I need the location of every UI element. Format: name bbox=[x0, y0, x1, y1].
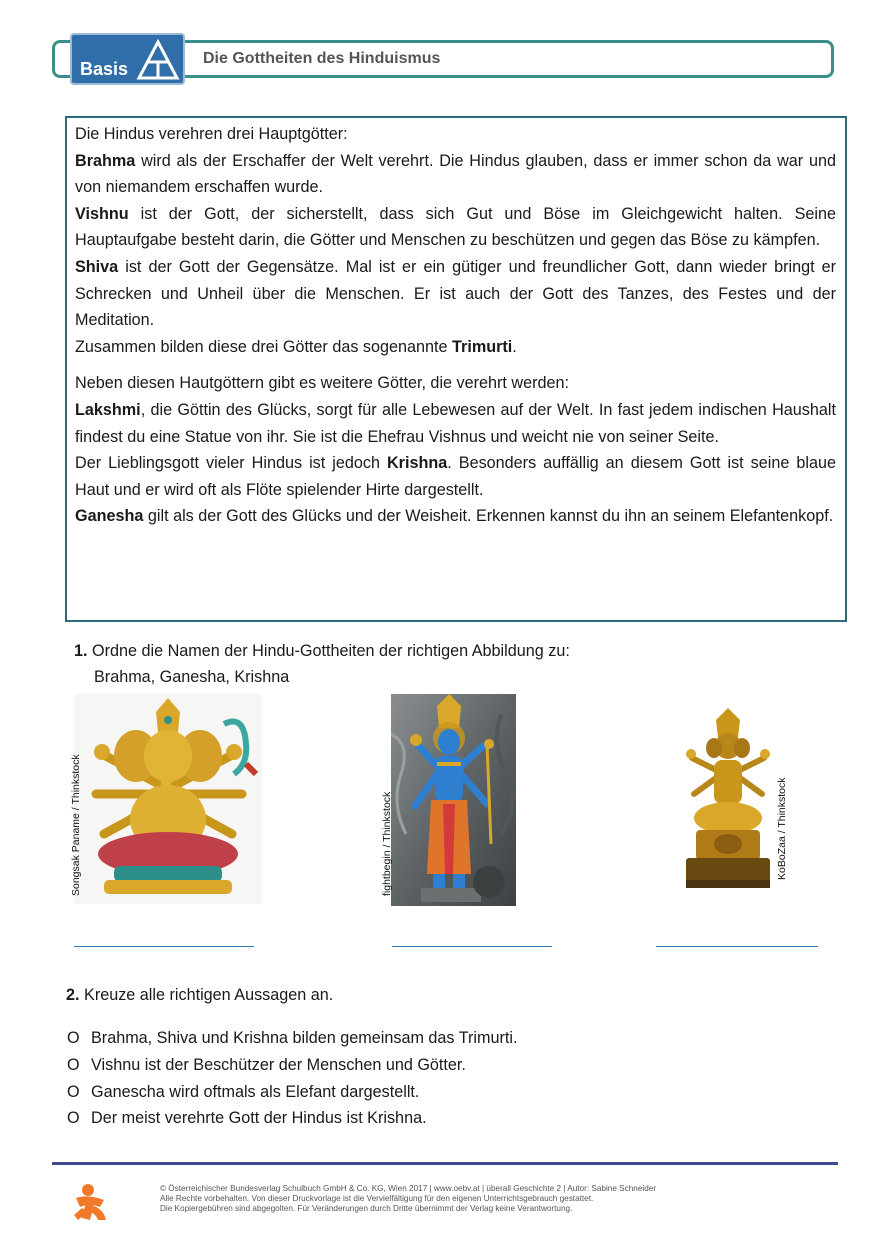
statement-text: Der meist verehrte Gott der Hindus ist Krishna. bbox=[91, 1109, 427, 1127]
lakshmi-name: Lakshmi bbox=[75, 400, 141, 419]
krishna-name: Krishna bbox=[386, 454, 448, 473]
statement-text: Vishnu ist der Beschützer der Menschen und Götter. bbox=[91, 1056, 466, 1074]
task2-instruction-line bbox=[66, 986, 333, 1005]
ganesha-statue-image bbox=[74, 694, 262, 904]
ganesha-paragraph bbox=[75, 503, 836, 530]
checkbox-circle[interactable]: O bbox=[67, 1109, 80, 1127]
lakshmi-text: , die Göttin des Glücks, sorgt für alle Lebewesen auf der Welt. In fast jedem indischen Haushalt findest du eine Statue von ihr. Sie ist die Ehefrau Vishnus und weicht nie von seiner Seite. bbox=[75, 400, 836, 446]
task1-instruction: Ordne die Namen der Hindu-Gottheiten der richtigen Abbildung zu: bbox=[92, 642, 570, 660]
checkbox-circle[interactable]: O bbox=[67, 1029, 80, 1047]
ganesha-text: gilt als der Gott des Glücks und der Weisheit. Erkennen kannst du ihn an seinem Elefantenkopf. bbox=[143, 507, 834, 526]
basis-badge bbox=[70, 33, 185, 85]
footer-line-2: Alle Rechte vorbehalten. Von dieser Druckvorlage ist die Vervielfältigung für den eigenen Unterrichtsgebrauch gestattet. bbox=[160, 1194, 594, 1204]
brahma-image-credit: KoBoZaa / Thinkstock bbox=[776, 777, 788, 880]
vishnu-name: Vishnu bbox=[75, 204, 129, 223]
task1-instruction-line bbox=[74, 642, 570, 661]
statement-text: Ganescha wird oftmals als Elefant dargestellt. bbox=[91, 1083, 420, 1101]
trimurti-pre: Zusammen bilden diese drei Götter das sogenannte bbox=[75, 337, 453, 356]
trimurti-post: . bbox=[512, 337, 517, 356]
shiva-text: ist der Gott der Gegensätze. Mal ist er ein gütiger und freundlicher Gott, dann wieder bringt er Schrecken und Unheil über die Menschen. Er ist auch der Gott des Tanzes, des Festes und der Meditation. bbox=[75, 257, 836, 330]
others-intro: Neben diesen Hautgöttern gibt es weitere Götter, die verehrt werden: bbox=[75, 374, 570, 393]
krishna-image-credit: fightbegin / Thinkstock bbox=[381, 791, 393, 896]
basis-label: Basis bbox=[80, 59, 129, 79]
lakshmi-paragraph bbox=[75, 397, 836, 450]
info-box bbox=[65, 116, 847, 622]
krishna-pre: Der Lieblingsgott vieler Hindus ist jedoch bbox=[75, 454, 387, 473]
footer-line-3: Die Kopiergebühren sind abgegolten. Für Veränderungen durch Dritte übernimmt der Verlag keine Verantwortung. bbox=[160, 1204, 573, 1214]
krishna-text: . Besonders auffällig an diesem Gott ist seine blaue Haut und er wird oft als Flöte spielender Hirte dargestellt. bbox=[75, 454, 836, 499]
trimurti-name: Trimurti bbox=[452, 337, 513, 356]
task2-instruction: Kreuze alle richtigen Aussagen an. bbox=[84, 986, 334, 1004]
vishnu-paragraph bbox=[75, 201, 836, 254]
krishna-paragraph bbox=[75, 450, 836, 503]
answer-line-1[interactable] bbox=[74, 946, 254, 947]
krishna-statue-image bbox=[391, 694, 516, 906]
statement-item[interactable] bbox=[67, 1083, 419, 1102]
brahma-paragraph bbox=[75, 148, 836, 201]
brahma-name: Brahma bbox=[75, 151, 136, 170]
vishnu-text: ist der Gott, der sicherstellt, dass sich Gut und Böse im Gleichgewicht halten. Seine Hauptaufgabe besteht darin, die Götter und Menschen zu beschützen und gegen das Böse zu kämpfen. bbox=[75, 204, 836, 250]
statement-text: Brahma, Shiva und Krishna bilden gemeinsam das Trimurti. bbox=[91, 1029, 518, 1047]
ganesha-name: Ganesha bbox=[75, 507, 144, 526]
task1-names: Brahma, Ganesha, Krishna bbox=[94, 668, 290, 686]
footer-divider bbox=[52, 1162, 838, 1165]
ganesha-image-credit: Songsak Paname / Thinkstock bbox=[70, 754, 82, 896]
task1-number: 1. bbox=[74, 642, 88, 660]
page-title: Die Gottheiten des Hinduismus bbox=[203, 50, 441, 67]
brahma-statue-image bbox=[682, 708, 774, 890]
publisher-logo-icon bbox=[72, 1182, 110, 1222]
checkbox-circle[interactable]: O bbox=[67, 1083, 80, 1101]
brahma-text: wird als der Erschaffer der Welt verehrt. Die Hindus glauben, dass er immer schon da war und von niemandem erschaffen wurde. bbox=[75, 151, 836, 197]
shiva-paragraph bbox=[75, 254, 836, 334]
intro-text: Die Hindus verehren drei Hauptgötter: bbox=[75, 125, 348, 143]
statement-item[interactable] bbox=[67, 1109, 427, 1128]
statement-item[interactable] bbox=[67, 1029, 517, 1048]
shiva-name: Shiva bbox=[75, 257, 119, 276]
answer-line-3[interactable] bbox=[656, 946, 818, 947]
footer-line-1: © Österreichischer Bundesverlag Schulbuch GmbH & Co. KG, Wien 2017 | www.oebv.at | überall Geschichte 2 | Autor: Sabine Schneider bbox=[160, 1184, 657, 1193]
statement-item[interactable] bbox=[67, 1056, 466, 1075]
checkbox-circle[interactable]: O bbox=[67, 1056, 80, 1074]
task2-number: 2. bbox=[66, 986, 80, 1004]
trimurti-paragraph bbox=[75, 334, 836, 361]
level-pyramid-icon bbox=[136, 38, 180, 82]
answer-line-2[interactable] bbox=[392, 946, 552, 947]
footer-copyright bbox=[160, 1184, 656, 1215]
